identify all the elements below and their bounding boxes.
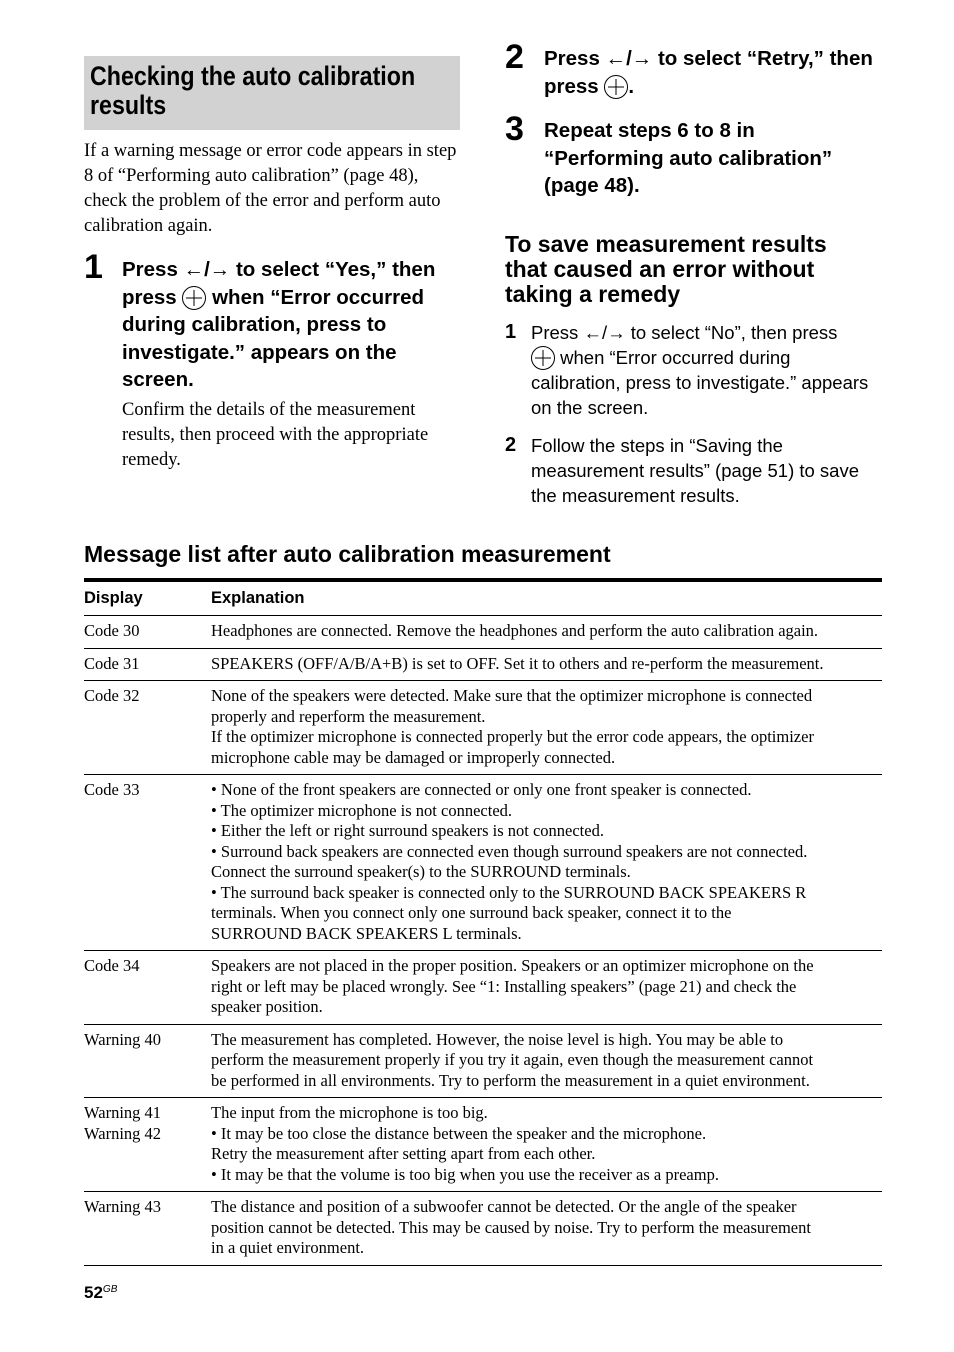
- explanation-line: The input from the microphone is too big.: [211, 1103, 488, 1122]
- step-1-number: 1: [84, 248, 103, 286]
- explanation-cell: [211, 1192, 882, 1265]
- bullet-line: [211, 862, 882, 883]
- explanation-line: speaker position.: [211, 997, 323, 1016]
- display-cell: [84, 616, 211, 648]
- explanation-line: SPEAKERS (OFF/A/B/A+B) is set to OFF. Set it to others and re-perform the measurement.: [211, 653, 824, 673]
- bullet-text: SURROUND BACK SPEAKERS L terminals.: [211, 923, 522, 943]
- page-number: $52^{GB}$: [84, 1283, 118, 1302]
- explanation-line: properly and reperform the measurement.: [211, 706, 486, 726]
- table-body: [84, 616, 882, 1266]
- bullet-line: [211, 882, 882, 904]
- bullet-dot: •: [211, 780, 221, 799]
- explanation-cell: [211, 775, 882, 950]
- explanation-line: None of the speakers were detected. Make sure that the optimizer microphone is connected: [211, 686, 813, 705]
- bullet-dot: •: [211, 800, 221, 820]
- save-step-1-text: Press ←/→ to select “No”, then press when “Error occurred during calibration, press to investigate.” appears on the screen.: [531, 322, 869, 418]
- bullet-dot: •: [211, 841, 221, 861]
- step-2-heading: Press ←/→ to select “Retry,” then press .: [544, 47, 873, 98]
- step-3-number: 3: [505, 110, 524, 148]
- display-code: Code 34: [84, 956, 140, 975]
- display-cell: [84, 1025, 211, 1098]
- table-row: [84, 616, 882, 649]
- display-cell: [84, 775, 211, 950]
- bullet-line: [211, 800, 882, 822]
- display-cell: [84, 1192, 211, 1265]
- explanation-line: in a quiet environment.: [211, 1238, 365, 1257]
- enter-button-icon: [182, 286, 206, 310]
- explanation-line: The measurement has completed. However, the noise level is high. You may be able to: [211, 1029, 784, 1049]
- save-step-2-number: 2: [505, 434, 517, 456]
- bullet-line: [211, 841, 882, 863]
- display-code: Code 30: [84, 621, 140, 640]
- bullet-line: [211, 903, 882, 924]
- step-1-body: Confirm the details of the measurement results, then proceed with the appropriate remedy.: [122, 400, 429, 470]
- header-explanation: Explanation: [211, 589, 305, 607]
- table-header-row: [84, 582, 882, 616]
- left-right-arrows-icon: ←/→: [605, 47, 653, 70]
- table-row: [84, 681, 882, 775]
- bullet-text: terminals. When you connect only one surround back speaker, connect it to the: [211, 903, 732, 922]
- explanation-line: microphone cable may be damaged or improperly connected.: [211, 747, 616, 767]
- explanation-line: position cannot be detected. This may be caused by noise. Try to perform the measurement: [211, 1217, 811, 1237]
- table-row: [84, 649, 882, 682]
- explanation-cell: [211, 649, 882, 681]
- display-code: Code 32: [84, 686, 140, 705]
- explanation-bullet: [211, 801, 882, 822]
- display-code: Code 31: [84, 653, 140, 673]
- display-code: Warning 41: [84, 1103, 162, 1122]
- display-code: Warning 40: [84, 1029, 162, 1049]
- explanation-line: right or left may be placed wrongly. See “1: Installing speakers” (page 21) and check the: [211, 976, 797, 996]
- section-heading: Checking the auto calibration results: [90, 61, 416, 120]
- explanation-line: If the optimizer microphone is connected properly but the error code appears, the optimizer: [211, 727, 814, 746]
- bullet-text: The optimizer microphone is not connected.: [220, 800, 513, 820]
- message-list-title: Message list after auto calibration measurement: [84, 541, 611, 567]
- explanation-bullet: [211, 883, 882, 945]
- explanation-bullet: [211, 780, 882, 801]
- save-results-title: To save measurement results that caused an error without taking a remedy: [505, 231, 827, 307]
- display-cell: [84, 649, 211, 681]
- table-row: [84, 1098, 882, 1192]
- bullet-text: Connect the surround speaker(s) to the SURROUND terminals.: [211, 862, 631, 881]
- explanation-bullet: [211, 842, 882, 883]
- enter-button-icon: [531, 346, 555, 370]
- explanation-cell: [211, 1098, 882, 1191]
- bullet-line: [211, 821, 882, 842]
- step-3-heading: Repeat steps 6 to 8 in “Performing auto calibration” (page 48).: [544, 119, 833, 197]
- explanation-line: • It may be that the volume is too big when you use the receiver as a preamp.: [211, 1164, 719, 1184]
- explanation-line: be performed in all environments. Try to perform the measurement in a quiet environment.: [211, 1070, 810, 1090]
- intro-paragraph: If a warning message or error code appears in step 8 of “Performing auto calibration” (page 48), check the problem of the error and perform auto calibration again.: [84, 141, 457, 236]
- display-cell: [84, 951, 211, 1024]
- bullet-line: [211, 780, 882, 801]
- left-right-arrows-icon: ←/→: [583, 322, 626, 343]
- table-row: [84, 1025, 882, 1099]
- bullet-text: Surround back speakers are connected even though surround speakers are not connected.: [220, 841, 808, 861]
- explanation-line: The distance and position of a subwoofer cannot be detected. Or the angle of the speaker: [211, 1197, 797, 1216]
- bullet-text: Either the left or right surround speakers is not connected.: [220, 821, 604, 840]
- left-right-arrows-icon: ←/→: [183, 258, 231, 281]
- table-row: [84, 1192, 882, 1266]
- enter-button-icon: [604, 75, 628, 99]
- display-code: Warning 43: [84, 1197, 162, 1216]
- explanation-line: • It may be too close the distance between the speaker and the microphone.: [211, 1123, 707, 1143]
- bullet-dot: •: [211, 821, 221, 840]
- explanation-line: perform the measurement properly if you try it again, even though the measurement cannot: [211, 1050, 814, 1069]
- display-code: Warning 42: [84, 1123, 162, 1143]
- step-2-number: 2: [505, 38, 524, 76]
- step-1-heading: Press ←/→ to select “Yes,” then press when “Error occurred during calibration, press to investigate.” appears on the screen.: [122, 258, 436, 391]
- table-row: [84, 775, 882, 951]
- bullet-dot: •: [211, 882, 221, 902]
- section-heading-box: [84, 56, 460, 130]
- header-display: Display: [84, 589, 143, 607]
- message-table: [84, 578, 882, 1266]
- explanation-cell: [211, 951, 882, 1024]
- bullet-line: [211, 923, 882, 945]
- explanation-cell: [211, 1025, 882, 1098]
- display-cell: [84, 1098, 211, 1191]
- explanation-line: Speakers are not placed in the proper position. Speakers or an optimizer microphone on the: [211, 956, 814, 975]
- explanation-line: Retry the measurement after setting apart from each other.: [211, 1144, 596, 1163]
- explanation-cell: [211, 681, 882, 774]
- display-cell: [84, 681, 211, 774]
- bullet-text: None of the front speakers are connected or only one front speaker is connected.: [220, 780, 752, 799]
- save-step-1-number: 1: [505, 321, 517, 343]
- save-step-2-text: Follow the steps in “Saving the measurement results” (page 51) to save the measurement results.: [531, 435, 860, 506]
- bullet-text: The surround back speaker is connected only to the SURROUND BACK SPEAKERS R: [220, 882, 807, 902]
- display-code: Code 33: [84, 780, 140, 799]
- explanation-bullet: [211, 821, 882, 842]
- table-row: [84, 951, 882, 1025]
- explanation-line: Headphones are connected. Remove the headphones and perform the auto calibration again.: [211, 621, 819, 640]
- explanation-cell: [211, 616, 882, 648]
